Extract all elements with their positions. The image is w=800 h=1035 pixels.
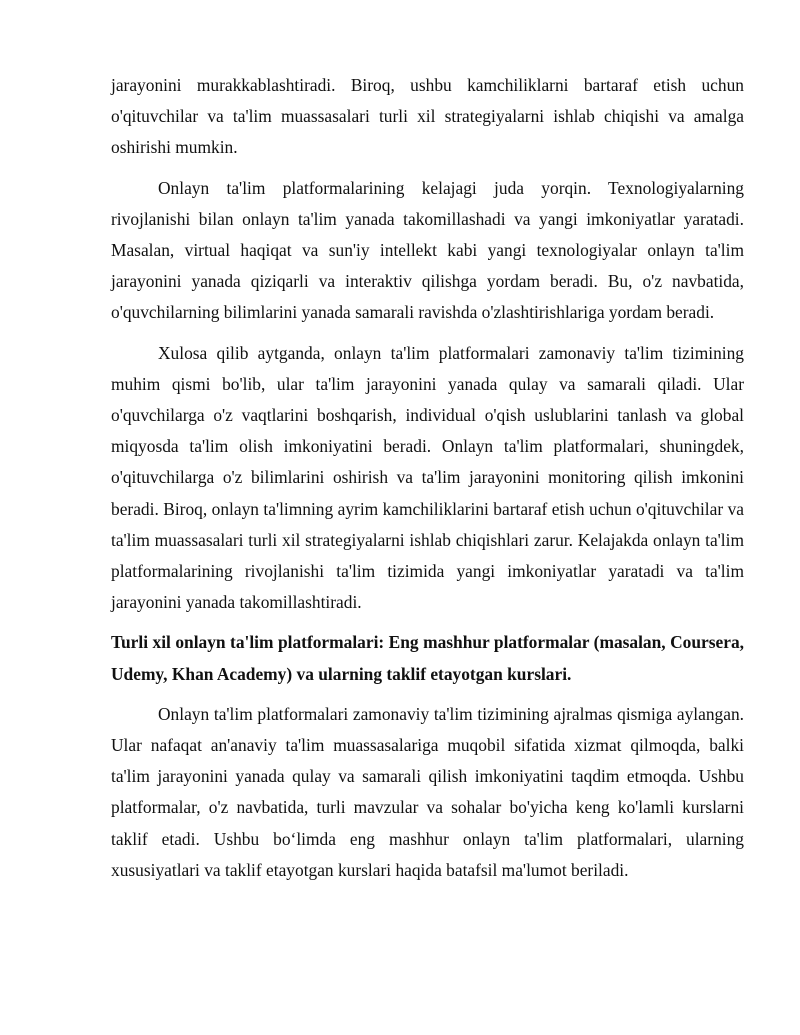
section-heading: Turli xil onlayn ta'lim platformalari: Eng mashhur platformalar (masalan, Coursera, Udemy, Khan Academy) va ularning taklif etayotgan kurslari. xyxy=(111,632,744,684)
document-page xyxy=(111,70,744,895)
paragraph-future: Onlayn ta'lim platformalarining kelajagi juda yorqin. Texnologiyalarning rivojlanishi bilan onlayn ta'lim yanada takomillashadi va yangi imkoniyatlar yaratadi. Masalan, virtual haqiqat va sun'iy intellekt kabi yangi texnologiyalar onlayn ta'lim jarayonini yanada qiziqarli va interaktiv qilishga yordam beradi. Bu, o'z navbatida, o'quvchilarning bilimlarini yanada samarali ravishda o'zlashtirishlariga yordam beradi. xyxy=(111,177,744,323)
paragraph-continued: jarayonini murakkablashtiradi. Biroq, ushbu kamchiliklarni bartaraf etish uchun o'qituvchilar va ta'lim muassasalari turli xil strategiyalarni ishlab chiqishi va amalga oshirishi mumkin. xyxy=(111,75,744,158)
paragraph-section-intro: Onlayn ta'lim platformalari zamonaviy ta'lim tizimining ajralmas qismiga aylangan. Ular nafaqat an'anaviy ta'lim muassasalariga muqobil sifatida xizmat qilmoqda, balki ta'lim jarayonini yanada qulay va samarali qilish imkoniyatini taqdim etmoqda. Ushbu platformalar, o'z navbatida, turli mavzular va sohalar bo'yicha keng ko'lamli kurslarni taklif etadi. Ushbu bo‘limda eng mashhur onlayn ta'lim platformalari, ularning xususiyatlari va taklif etayotgan kurslari haqida batafsil ma'lumot beriladi. xyxy=(111,703,744,880)
paragraph-conclusion: Xulosa qilib aytganda, onlayn ta'lim platformalari zamonaviy ta'lim tizimining muhim qismi bo'lib, ular ta'lim jarayonini yanada qulay va samarali qiladi. Ular o'quvchilarga o'z vaqtlarini boshqarish, individual o'qish uslublarini tanlash va global miqyosda ta'lim olish imkoniyatini beradi. Onlayn ta'lim platformalari, shuningdek, o'qituvchilarga o'z bilimlarini oshirish va ta'lim jarayonini monitoring qilish imkonini beradi. Biroq, onlayn ta'limning ayrim kamchiliklarini bartaraf etish uchun o'qituvchilar va ta'lim muassasalari turli xil strategiyalarni ishlab chiqishlari zarur. Kelajakda onlayn ta'lim platformalarining rivojlanishi ta'lim tizimida yangi imkoniyatlar yaratadi va ta'lim jarayonini yanada takomillashtiradi. xyxy=(111,342,744,613)
